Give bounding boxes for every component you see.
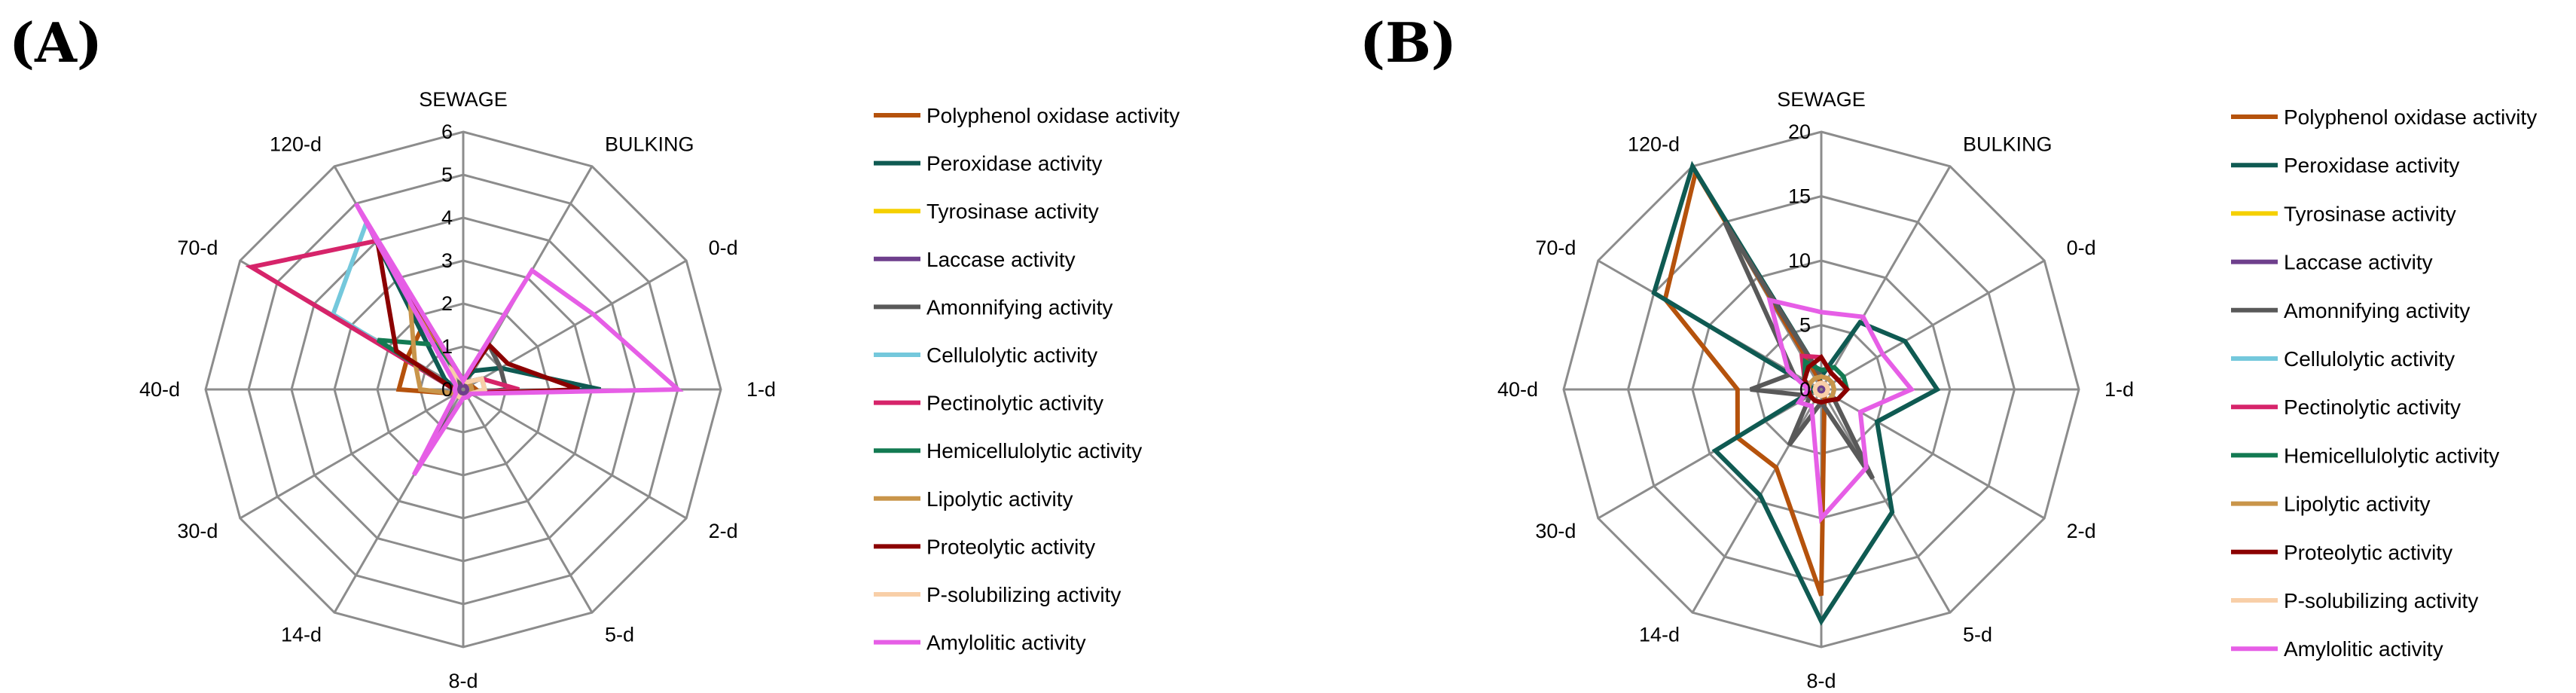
legend-item	[2231, 251, 2433, 274]
legend-label: Peroxidase activity	[2284, 154, 2460, 178]
legend-label: Hemicellulolytic activity	[926, 439, 1143, 463]
legend-item	[2231, 637, 2443, 661]
tick-label: 10	[1787, 249, 1811, 272]
axis-label: 2-d	[2066, 520, 2096, 542]
legend-item	[874, 343, 1097, 367]
axis-label: 0-d	[2066, 237, 2096, 259]
tick-label: 5	[441, 163, 453, 186]
axis-label: 120-d	[269, 133, 322, 156]
axis-label: SEWAGE	[1777, 88, 1866, 111]
tick-label: 6	[441, 121, 453, 143]
series-line-12	[356, 203, 679, 475]
series-group	[1654, 166, 1937, 621]
axis-label: 120-d	[1627, 133, 1680, 156]
axis-label: 0-d	[708, 237, 738, 259]
legend-item	[874, 535, 1095, 558]
legend-item	[2231, 105, 2537, 129]
legend-label: P-solubilizing activity	[2284, 589, 2479, 612]
legend-label: Amylolitic activity	[2284, 637, 2443, 661]
axis-label: 5-d	[1963, 623, 1993, 646]
axis-label: BULKING	[605, 133, 694, 156]
tick-label: 0	[441, 378, 453, 401]
legend-item	[874, 200, 1099, 223]
axis-label: 8-d	[448, 670, 478, 692]
axis-label: 70-d	[177, 237, 218, 259]
legend-item	[874, 248, 1076, 271]
tick-label: 1	[441, 335, 453, 358]
axis-label: 2-d	[708, 520, 738, 542]
legend-label: Amonnifying activity	[926, 295, 1113, 319]
radar-panel-a	[9, 11, 1180, 692]
legend-label: Amylolitic activity	[926, 630, 1086, 655]
legend-label: Polyphenol oxidase activity	[2284, 105, 2538, 129]
axis-label: 14-d	[1638, 623, 1680, 646]
legend-label: Laccase activity	[926, 247, 1076, 271]
axis-spoke	[1821, 389, 1950, 612]
axis-label: 1-d	[746, 378, 777, 401]
legend-item	[2231, 493, 2431, 516]
legend-label: Lipolytic activity	[2284, 492, 2431, 516]
axis-label: 8-d	[1806, 670, 1836, 692]
axis-label: 30-d	[1535, 520, 1576, 542]
legend-label: Cellulolytic activity	[926, 343, 1098, 367]
axis-spoke	[1821, 261, 2044, 389]
panel-letter: (A)	[9, 11, 102, 75]
legend-item	[874, 439, 1142, 463]
legend-label: P-solubilizing activity	[926, 583, 1122, 606]
axis-spoke	[463, 389, 686, 518]
legend-item	[2231, 154, 2459, 177]
legend-item	[2231, 589, 2478, 612]
legend-label: Cellulolytic activity	[2284, 347, 2455, 371]
tick-label: 20	[1787, 121, 1811, 143]
tick-label: 15	[1787, 185, 1811, 208]
tick-label: 4	[441, 206, 453, 229]
axis-label: 40-d	[139, 378, 180, 401]
panel-letter: (B)	[1360, 11, 1457, 75]
legend-item	[2231, 395, 2461, 419]
axis-label: 70-d	[1535, 237, 1576, 259]
legend-item	[874, 152, 1102, 176]
legend-label: Peroxidase activity	[926, 151, 1103, 176]
radar-panel-b	[1360, 11, 2537, 692]
legend-item	[2231, 202, 2456, 225]
axis-label: SEWAGE	[419, 88, 508, 111]
legend-item	[2231, 299, 2470, 322]
tick-label: 2	[441, 292, 453, 315]
legend-item	[874, 295, 1113, 319]
tick-label: 0	[1799, 378, 1811, 401]
legend-label: Polyphenol oxidase activity	[926, 104, 1180, 127]
legend-label: Tyrosinase activity	[926, 200, 1099, 224]
axis-label: 5-d	[605, 623, 635, 646]
tick-label: 5	[1799, 313, 1811, 337]
tick-label: 3	[441, 249, 453, 272]
legend-label: Amonnifying activity	[2284, 298, 2471, 322]
legend-label: Pectinolytic activity	[926, 391, 1103, 415]
legend-item	[874, 487, 1073, 511]
legend-item	[874, 104, 1180, 127]
legend	[2231, 105, 2537, 661]
legend-item	[2231, 541, 2452, 564]
axis-label: BULKING	[1963, 133, 2053, 156]
legend-item	[2231, 444, 2499, 467]
legend-label: Laccase activity	[2284, 250, 2433, 274]
legend-label: Lipolytic activity	[926, 487, 1073, 511]
legend	[874, 104, 1180, 655]
legend-label: Pectinolytic activity	[2284, 395, 2461, 420]
axis-label: 1-d	[2104, 378, 2135, 401]
axis-label: 40-d	[1497, 378, 1538, 401]
axis-label: 30-d	[177, 520, 218, 542]
legend-label: Proteolytic activity	[2284, 540, 2453, 564]
legend-item	[874, 631, 1086, 655]
legend-label: Tyrosinase activity	[2284, 202, 2456, 226]
legend-label: Hemicellulolytic activity	[2284, 444, 2500, 468]
axis-spoke	[463, 389, 592, 612]
legend-item	[2231, 347, 2455, 371]
axis-label: 14-d	[280, 623, 322, 646]
legend-label: Proteolytic activity	[926, 535, 1096, 559]
legend-item	[874, 392, 1103, 415]
legend-item	[874, 583, 1121, 606]
